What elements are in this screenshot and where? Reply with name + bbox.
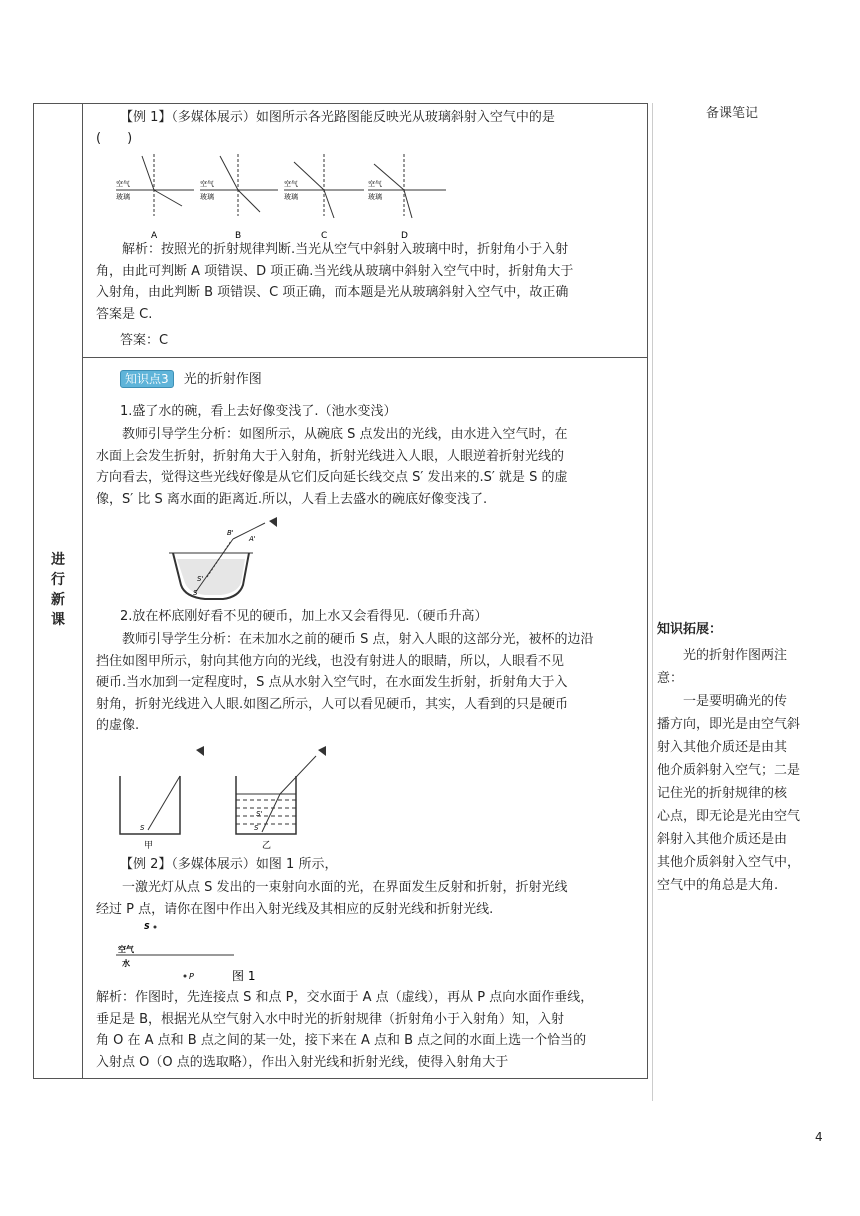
sidebar-label — [44, 550, 72, 630]
item1-line: 像，S′ 比 S 离水面的距离近.所以，人看上去盛水的碗底好像变浅了. — [96, 491, 488, 507]
example2-analysis-line: 垂足是 B，根据光从空气射入水中时光的折射规律（折射角小于入射角）知，入射 — [96, 1011, 565, 1027]
knowledge3-badge: 知识点3 — [120, 370, 174, 388]
item1-line: 水面上会发生折射，折射角大于入射角，折射光线进入人眼，人眼逆着折射光线的 — [96, 448, 565, 464]
example1-title: 【例 1】（多媒体展示）如图所示各光路图能反映光从玻璃斜射入空气中的是 — [120, 110, 555, 125]
notes-title: 知识拓展： — [657, 622, 723, 637]
notes-header: 备课笔记 — [706, 106, 759, 121]
cup-left-caption: 甲 — [144, 841, 154, 850]
item2-line: 的虚像. — [96, 718, 140, 733]
sidebar-char: 课 — [51, 612, 65, 628]
fig-air-label: 空气 — [118, 945, 134, 954]
table-left-border — [33, 103, 34, 1079]
item2-title: 2.放在杯底刚好看不见的硬币，加上水又会看得见.（硬币升高） — [120, 609, 488, 624]
air-label: 空气 — [368, 180, 382, 188]
option-label: D — [401, 231, 408, 240]
table-top-border — [33, 103, 648, 104]
diagram-b — [200, 154, 278, 240]
example1-diagram — [112, 150, 452, 240]
glass-label: 玻璃 — [200, 193, 214, 201]
bowl-diagram — [165, 515, 295, 610]
fig-caption: 图 1 — [232, 969, 256, 983]
notes-line: 其他介质斜射入空气中， — [657, 855, 801, 870]
diagram-c — [284, 154, 364, 240]
bowl-b1: B' — [227, 529, 234, 537]
option-label: A — [151, 231, 158, 240]
glass-label: 玻璃 — [368, 193, 382, 201]
notes-line: 记住光的折射规律的核 — [657, 786, 788, 801]
analysis-line: 角，由此可判断 A 项错误、D 项正确.当光线从玻璃中斜射入空气中时，折射角大于 — [96, 263, 574, 279]
fig-s-label: S — [144, 922, 150, 931]
sidebar-char: 新 — [51, 592, 65, 608]
item2-text — [96, 629, 644, 737]
knowledge3-header — [120, 370, 262, 389]
notes-line: 空气中的角总是大角. — [657, 878, 779, 893]
cup-left — [120, 746, 204, 850]
analysis-line: 解析：按照光的折射规律判断.当光从空气中斜射入玻璃中时，折射角小于入射 — [122, 242, 569, 257]
example2-text — [96, 877, 644, 920]
example2-analysis — [96, 987, 644, 1073]
cup-diagrams — [112, 744, 342, 850]
item2-line: 射角，折射光线进入人眼.如图乙所示，人可以看见硬币，其实，人看到的只是硬币 — [96, 696, 569, 712]
cup-right-caption: 乙 — [262, 841, 272, 850]
cup-s-label: S — [140, 824, 145, 832]
cup-s-label: S — [254, 824, 259, 832]
example1-analysis — [96, 239, 644, 325]
item1-line: 方向看去，觉得这些光线好像是从它们反向延长线交点 S′ 发出来的.S′ 就是 S 的虚 — [96, 470, 568, 485]
option-label: B — [235, 231, 242, 240]
example1-answer: 答案：C — [120, 333, 169, 348]
item2-line: 硬币.当水加到一定程度时，S 点从水射入空气时，在水面发生折射，折射角大于入 — [96, 675, 568, 690]
bowl-a1: A' — [249, 535, 256, 543]
notes-line: 播方向，即光是由空气斜 — [657, 717, 801, 732]
example1-bracket: ( ) — [96, 131, 133, 146]
fig-p-label: P — [189, 972, 194, 981]
diagram-a — [116, 154, 194, 240]
option-label: C — [321, 231, 328, 240]
bowl-s: S — [193, 589, 198, 597]
notes-line: 射入其他介质还是由其 — [657, 740, 788, 755]
table-column-divider — [82, 103, 83, 1079]
item2-line: 教师引导学生分析：在未加水之前的硬币 S 点，射入人眼的这部分光，被杯的边沿 — [122, 632, 594, 647]
notes-column-divider — [652, 103, 653, 1101]
fig-water-label: 水 — [122, 959, 130, 968]
air-label: 空气 — [200, 180, 214, 188]
sidebar-char: 行 — [51, 572, 65, 588]
notes-line: 他介质斜射入空气；二是 — [657, 763, 801, 778]
table-row-divider — [82, 357, 648, 358]
table-right-border — [647, 103, 648, 1079]
example2-analysis-line: 解析：作图时，先连接点 S 和点 P，交水面于 A 点（虚线），再从 P 点向水面作垂线， — [96, 990, 594, 1005]
notes-line: 斜射入其他介质还是由 — [657, 832, 788, 847]
bowl-s1: S' — [197, 575, 204, 583]
glass-label: 玻璃 — [284, 193, 298, 201]
cup-s1-label: S' — [256, 810, 263, 818]
diagram-d — [368, 154, 446, 240]
item1-title: 1.盛了水的碗，看上去好像变浅了.（池水变浅） — [120, 404, 397, 419]
notes-line: 心点，即无论是光由空气 — [657, 809, 801, 824]
figure1 — [112, 918, 272, 984]
knowledge3-title: 光的折射作图 — [183, 372, 262, 387]
air-label: 空气 — [284, 180, 298, 188]
example2-title: 【例 2】（多媒体展示）如图 1 所示， — [120, 857, 338, 872]
example2-line: 经过 P 点，请你在图中作出入射光线及其相应的反射光线和折射光线. — [96, 901, 494, 917]
analysis-line: 答案是 C. — [96, 306, 153, 322]
item2-line: 挡住如图甲所示，射向其他方向的光线，也没有射进人的眼睛，所以，人眼看不见 — [96, 653, 565, 669]
example2-analysis-line: 入射点 O（O 点的选取略），作出入射光线和折射光线，使得入射角大于 — [96, 1054, 509, 1070]
air-label: 空气 — [116, 180, 130, 188]
analysis-line: 入射角，由此判断 B 项错误、C 项正确，而本题是光从玻璃斜射入空气中，故正确 — [96, 285, 569, 300]
item1-text — [96, 424, 644, 510]
table-bottom-border — [33, 1078, 648, 1079]
notes-line: 一是要明确光的传 — [683, 694, 788, 709]
cup-right — [236, 746, 326, 850]
notes-line: 光的折射作图两注 — [683, 648, 788, 663]
sidebar-char: 进 — [51, 552, 65, 568]
notes-line: 意： — [657, 671, 684, 686]
page-number: 4 — [815, 1130, 823, 1144]
notes-body — [657, 644, 827, 897]
item1-line: 教师引导学生分析：如图所示，从碗底 S 点发出的光线，由水进入空气时，在 — [122, 427, 568, 442]
glass-label: 玻璃 — [116, 193, 130, 201]
example2-analysis-line: 角 O 在 A 点和 B 点之间的某一处，接下来在 A 点和 B 点之间的水面上选一个恰当的 — [96, 1033, 587, 1048]
example2-line: 一激光灯从点 S 发出的一束射向水面的光，在界面发生反射和折射，折射光线 — [122, 880, 568, 895]
